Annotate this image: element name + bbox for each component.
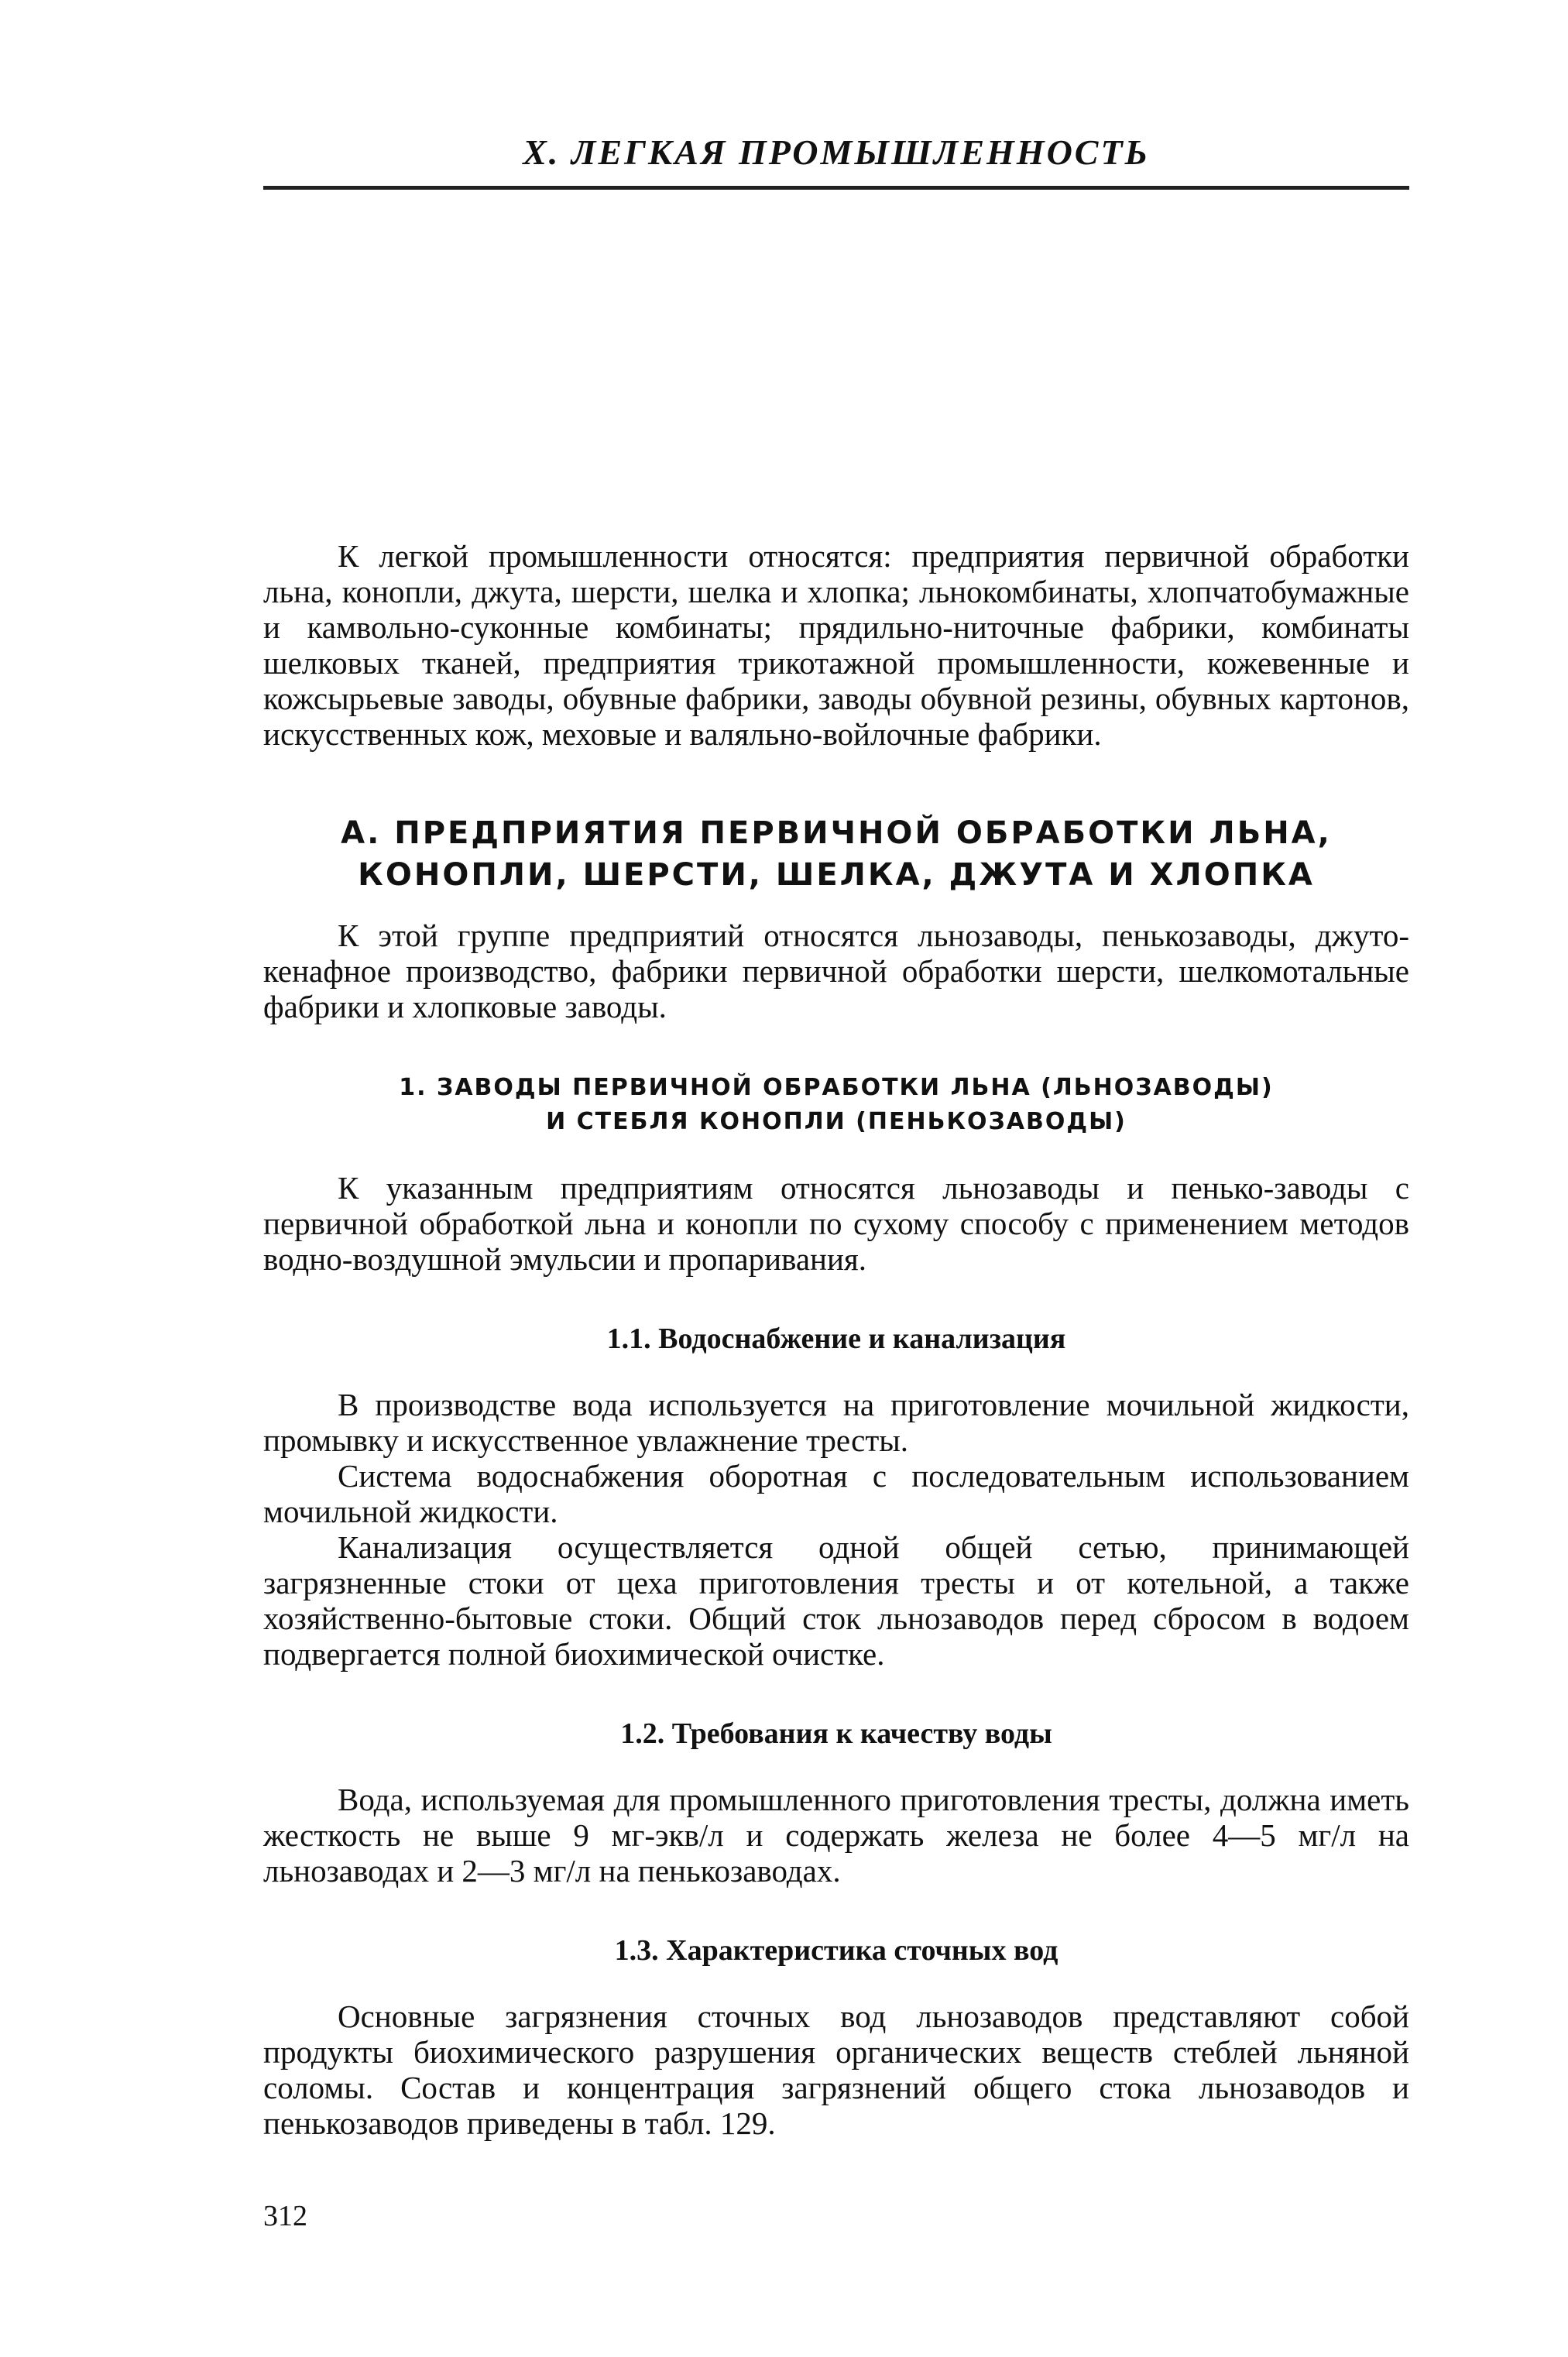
section-a-paragraph: К этой группе предприятий относятся льнозаводы, пенькозаводы, джуто-кенафное производство, фабрики первичной обработки шерсти, шелкомотальные фабрики и хлопковые заводы. [263, 918, 1409, 1024]
section-a-heading [263, 812, 1409, 896]
subsection-1-1-paragraph: Система водоснабжения оборотная с последовательным использованием мочильной жидкости. [263, 1458, 1409, 1529]
subsection-1-heading-line-2: И СТЕБЛЯ КОНОПЛИ (ПЕНЬКОЗАВОДЫ) [546, 1108, 1127, 1135]
chapter-rule [263, 186, 1409, 190]
section-a-heading-line-1: А. ПРЕДПРИЯТИЯ ПЕРВИЧНОЙ ОБРАБОТКИ ЛЬНА, [341, 815, 1332, 851]
subsection-1-1-paragraph: В производстве вода используется на приготовление мочильной жидкости, промывку и искусственное увлажнение тресты. [263, 1387, 1409, 1458]
subsection-1-2-paragraph: Вода, используемая для промышленного приготовления тресты, должна иметь жесткость не выше 9 мг-экв/л и содержать железа не более 4—5 мг/л на льнозаводах и 2—3 мг/л на пенькозаводах. [263, 1782, 1409, 1889]
subsection-1-1-paragraph: Канализация осуществляется одной общей сетью, принимающей загрязненные стоки от цеха приготовления тресты и от котельной, а также хозяйственно-бытовые стоки. Общий сток льнозаводов перед сбросом в водоем подвергается полной биохимической очистке. [263, 1529, 1409, 1672]
subsection-1-1-heading: 1.1. Водоснабжение и канализация [606, 1323, 1066, 1355]
page-number: 312 [263, 2200, 307, 2232]
section-a-heading-line-2: КОНОПЛИ, ШЕРСТИ, ШЕЛКА, ДЖУТА И ХЛОПКА [358, 857, 1315, 893]
page-content [263, 538, 1409, 2141]
subsection-1-2-heading: 1.2. Требования к качеству воды [620, 1717, 1052, 1750]
subsection-1-heading-line-1: 1. ЗАВОДЫ ПЕРВИЧНОЙ ОБРАБОТКИ ЛЬНА (ЛЬНОЗАВОДЫ) [399, 1074, 1274, 1101]
subsection-1-3-paragraph: Основные загрязнения сточных вод льнозаводов представляют собой продукты биохимического разрушения органических веществ стеблей льняной соломы. Состав и концентрация загрязнений общего стока льнозаводов и пенькозаводов приведены в табл. 129. [263, 1998, 1409, 2141]
chapter-title: X. ЛЕГКАЯ ПРОМЫШЛЕННОСТЬ [523, 132, 1150, 172]
intro-paragraph: К легкой промышленности относятся: предприятия первичной обработки льна, конопли, джута, шерсти, шелка и хлопка; льнокомбинаты, хлопчатобумажные и камвольно-суконные комбинаты; прядильно-ниточные фабрики, комбинаты шелковых тканей, предприятия трикотажной промышленности, кожевенные и кожсырьевые заводы, обувные фабрики, заводы обувной резины, обувных картонов, искусственных кож, меховые и валяльно-войлочные фабрики. [263, 538, 1409, 752]
subsection-1-heading [263, 1071, 1409, 1139]
subsection-1-3-heading: 1.3. Характеристика сточных вод [614, 1934, 1058, 1967]
subsection-1-paragraph: К указанным предприятиям относятся льнозаводы и пенько-заводы с первичной обработкой льна и конопли по сухому способу с применением методов водно-воздушной эмульсии и пропаривания. [263, 1170, 1409, 1277]
